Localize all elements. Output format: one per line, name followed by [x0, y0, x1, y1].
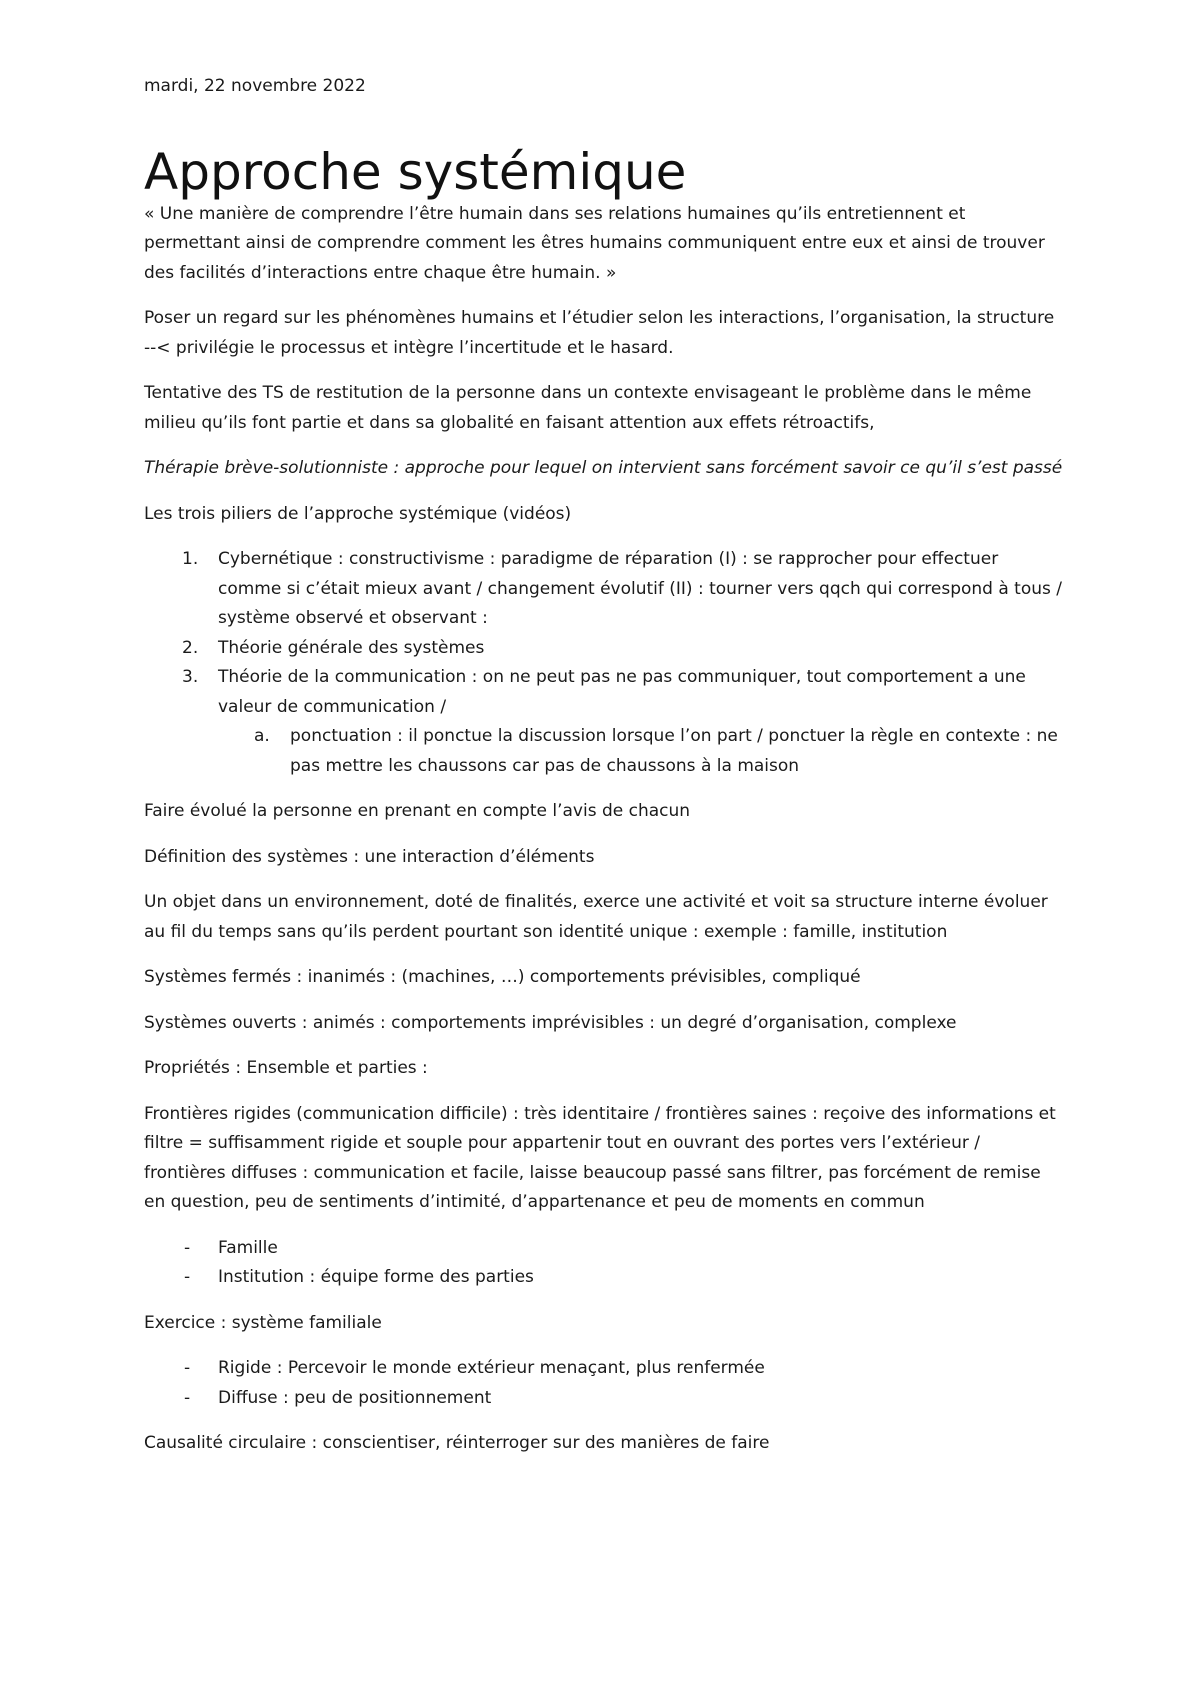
document-date: mardi, 22 novembre 2022	[144, 76, 366, 96]
list-item-text: Théorie de la communication : on ne peut pas ne pas communiquer, tout comportement a une valeur de communication /	[218, 667, 1026, 717]
list-item-text: Cybernétique : constructivisme : paradigme de réparation (I) : se rapprocher pour effectuer comme si c’était mieux avant / changement évolutif (II) : tourner vers qqch qui correspond à tous / système observé et observant :	[218, 549, 1063, 628]
list-marker: a.	[254, 726, 270, 746]
paragraph-systemes-ouverts: Systèmes ouverts : animés : comportements imprévisibles : un degré d’organisation, complexe	[144, 1012, 957, 1033]
paragraph-proprietes: Propriétés : Ensemble et parties :	[144, 1058, 428, 1078]
paragraph-tentative: Tentative des TS de restitution de la personne dans un contexte envisageant le problème dans le même milieu qu’ils font partie et dans sa globalité en faisant attention aux effets rétroactifs,	[144, 383, 1032, 433]
list-marker: 3.	[182, 667, 199, 687]
list-item	[144, 545, 1064, 634]
paragraph-objet: Un objet dans un environnement, doté de finalités, exerce une activité et voit sa structure interne évoluer au fil du temps sans qu’ils perdent pourtant son identité unique : exemple : famille, institution	[144, 892, 1048, 942]
list-item-text: Rigide : Percevoir le monde extérieur menaçant, plus renfermée	[218, 1358, 765, 1378]
bullet-list-exercice	[144, 1354, 1064, 1413]
list-item	[144, 1263, 1064, 1293]
list-item-text: Institution : équipe forme des parties	[218, 1267, 534, 1287]
paragraph-definition-systemes: Définition des systèmes : une interaction d’éléments	[144, 846, 595, 867]
paragraph-exercice: Exercice : système familiale	[144, 1312, 382, 1333]
list-marker: 2.	[182, 637, 199, 658]
paragraph-regard: Poser un regard sur les phénomènes humains et l’étudier selon les interactions, l’organisation, la structure --< privilégie le processus et intègre l’incertitude et le hasard.	[144, 308, 1055, 358]
list-marker: -	[184, 1358, 191, 1378]
paragraph-evolue: Faire évolué la personne en prenant en compte l’avis de chacun	[144, 801, 691, 821]
paragraph-definition: « Une manière de comprendre l’être humain dans ses relations humaines qu’ils entretiennent et permettant ainsi de comprendre comment les êtres humains communiquent entre eux et ainsi de trouver des facilités d’interactions entre chaque être humain. »	[144, 203, 1045, 283]
document-body	[144, 72, 1064, 1475]
sub-list-item	[144, 722, 1064, 781]
list-item-text: Théorie générale des systèmes	[218, 637, 485, 658]
list-item	[144, 1234, 1064, 1264]
paragraph-frontieres: Frontières rigides (communication difficile) : très identitaire / frontières saines : reçoive des informations et filtre = suffisamment rigide et souple pour appartenir tout en ouvrant des portes vers l’extérieur / frontières diffuses : communication et facile, laisse beaucoup passé sans filtrer, pas forcément de remise en question, peu de sentiments d’intimité, d’appartenance et peu de moments en commun	[144, 1103, 1056, 1212]
list-marker: -	[184, 1387, 191, 1408]
list-item-text: Famille	[218, 1237, 278, 1258]
list-item	[144, 663, 1064, 781]
document-title: Approche systémique	[144, 142, 687, 201]
list-marker: -	[184, 1267, 191, 1287]
list-item	[144, 1354, 1064, 1384]
numbered-list-piliers	[144, 545, 1064, 781]
paragraph-causalite: Causalité circulaire : conscientiser, réinterroger sur des manières de faire	[144, 1433, 770, 1453]
list-item-text: ponctuation : il ponctue la discussion lorsque l’on part / ponctuer la règle en contexte : ne pas mettre les chaussons car pas de chaussons à la maison	[290, 726, 1058, 776]
list-item	[144, 1384, 1064, 1414]
paragraph-therapie: Thérapie brève-solutionniste : approche pour lequel on intervient sans forcément savoir ce qu’il s’est passé	[144, 458, 1063, 478]
list-item	[144, 634, 1064, 664]
paragraph-systemes-fermes: Systèmes fermés : inanimés : (machines, …) comportements prévisibles, compliqué	[144, 967, 861, 987]
bullet-list-exemples	[144, 1234, 1064, 1293]
list-item-text: Diffuse : peu de positionnement	[218, 1387, 492, 1408]
list-marker: 1.	[182, 549, 199, 569]
list-marker: -	[184, 1237, 191, 1258]
paragraph-piliers: Les trois piliers de l’approche systémique (vidéos)	[144, 503, 572, 524]
